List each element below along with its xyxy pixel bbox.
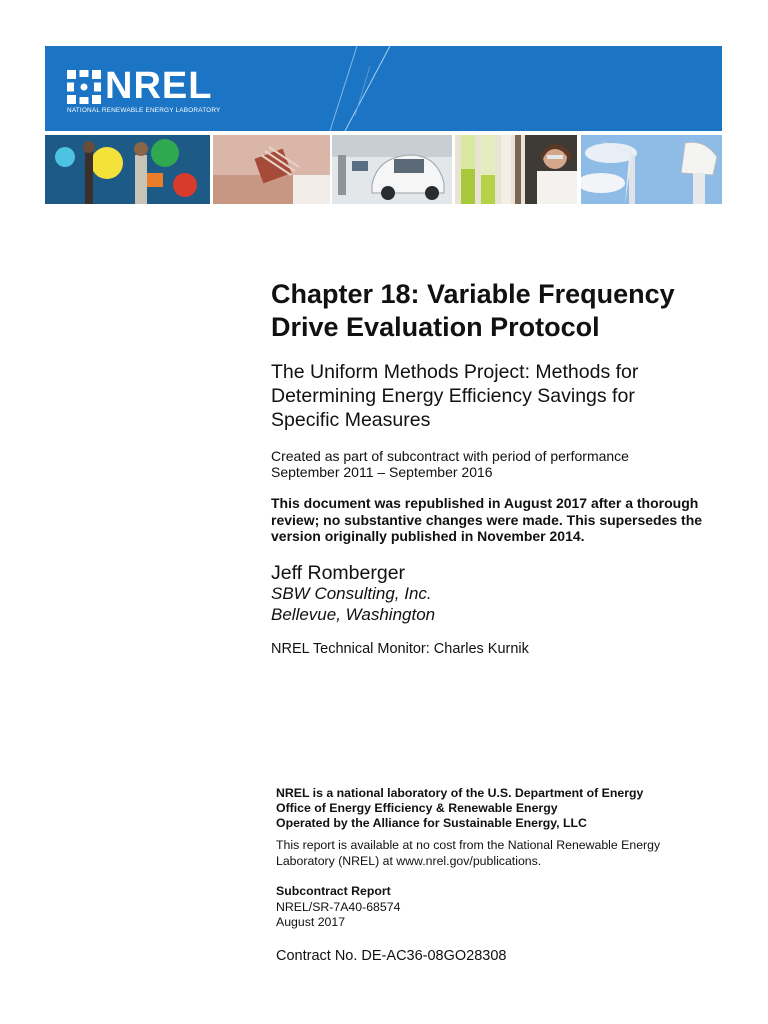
title-line: Chapter 18: Variable Frequency [271,279,675,309]
republication-line: This document was republished in August 2017 after a thorough [271,495,699,511]
republication-line: review; no substantive changes were made. This supersedes the [271,511,703,528]
document-subtitle [271,360,711,432]
photo-strip [45,135,722,204]
logo-subtitle: NATIONAL RENEWABLE ENERGY LABORATORY [67,107,221,114]
researcher-sample-photo [213,135,330,204]
performance-period [271,448,711,480]
availability-notice [276,838,696,869]
wind-turbine-photo [581,135,722,204]
lab-statement [276,786,643,831]
contract-number: Contract No. DE-AC36-08GO28308 [276,948,507,964]
report-date: August 2017 [276,915,346,929]
algae-tubes-photo [455,135,577,204]
republication-notice [271,495,711,545]
document-title [271,278,711,344]
author-organization: SBW Consulting, Inc. [271,584,432,603]
nrel-banner [45,46,722,204]
lab-statement-line: NREL is a national laboratory of the U.S. Department of Energy [276,786,644,800]
subtitle-line: Determining Energy Efficiency Savings for [271,385,635,407]
electric-vehicle-photo [332,135,452,204]
nrel-logo [67,65,247,118]
lab-statement-line: Office of Energy Efficiency & Renewable Energy [276,801,558,815]
subtitle-line: The Uniform Methods Project: Methods for [271,361,639,383]
author-location: Bellevue, Washington [271,605,436,624]
republication-line: version originally published in November 2014. [271,528,585,544]
report-number: NREL/SR-7A40-68574 [276,900,401,914]
subtitle-line: Specific Measures [271,409,431,431]
technical-monitor: NREL Technical Monitor: Charles Kurnik [271,641,529,657]
availability-line: This report is available at no cost from the National Renewable Energy [276,838,661,852]
report-type: Subcontract Report [276,884,391,898]
performance-period-line: Created as part of subcontract with period of performance [271,448,629,464]
logo-wordmark: NREL [105,65,213,107]
performance-period-line: September 2011 – September 2016 [271,464,493,480]
author-name: Jeff Romberger [271,562,406,584]
availability-line: Laboratory (NREL) at www.nrel.gov/publications. [276,853,542,868]
lab-statement-line: Operated by the Alliance for Sustainable Energy, LLC [276,816,587,830]
visualization-lab-photo [45,135,210,204]
banner-header [45,46,722,131]
nrel-sunburst-icon [67,70,101,104]
title-line: Drive Evaluation Protocol [271,312,600,342]
